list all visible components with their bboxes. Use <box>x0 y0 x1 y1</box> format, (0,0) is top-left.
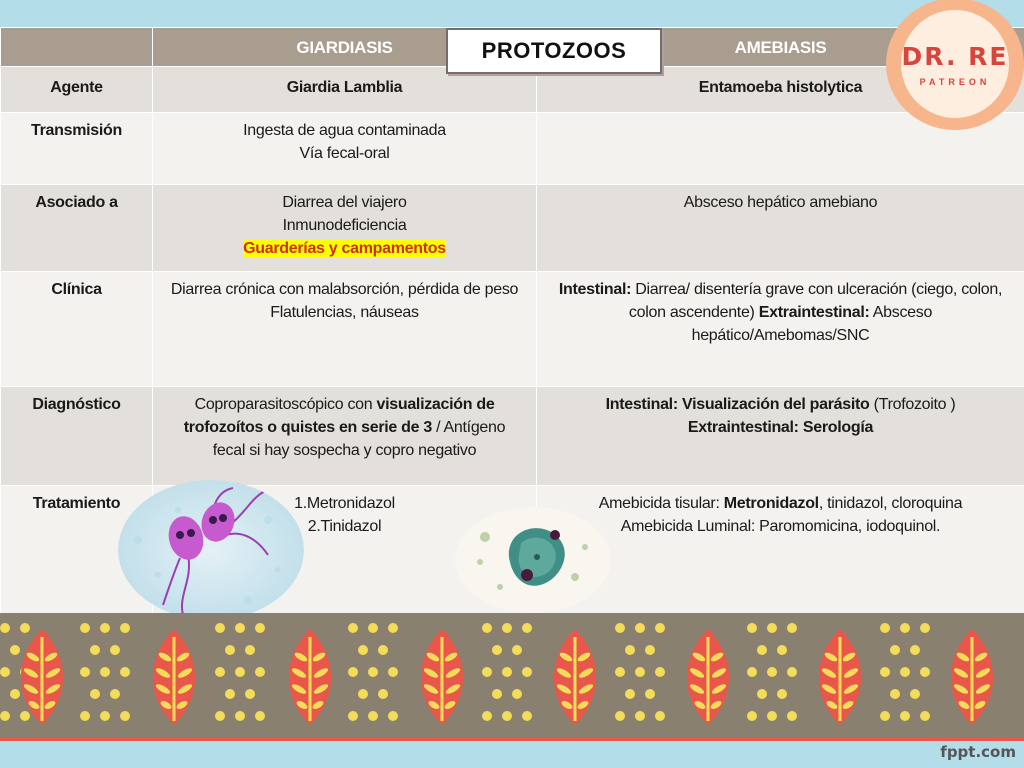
highlighted-text: Guarderías y campamentos <box>243 240 446 257</box>
ameba-tratamiento-line1-post: , tinidazol, cloroquina <box>818 495 963 512</box>
giardia-diagnostico-post: / Antígeno fecal si hay sospecha y copro negativo <box>212 419 506 459</box>
giardia-clinica-line: Diarrea crónica con malabsorción, pérdida de peso <box>170 281 519 298</box>
giardia-diagnostico <box>153 387 537 486</box>
giardia-diagnostico-bold: visualización de trofozoítos o quistes en serie de 3 <box>183 396 495 436</box>
row-diagnostico <box>1 387 1024 486</box>
giardia-asociado-line: Diarrea del viajero <box>282 194 407 211</box>
giardia-tratamiento-first: 1.Metronidazol <box>294 495 395 512</box>
logo-sub: PATREON <box>919 76 991 87</box>
ameba-diagnostico-text1: (Trofozoito ) <box>869 396 956 413</box>
label-tratamiento: Tratamiento <box>1 486 153 614</box>
giardia-transmision-line: Ingesta de agua contaminada <box>243 122 446 139</box>
giardia-clinica <box>153 272 537 387</box>
giardia-tratamiento-second: 2.Tinidazol <box>307 518 382 535</box>
logo-inner-circle <box>901 10 1009 118</box>
slide-title: PROTOZOOS <box>446 28 662 74</box>
giardia-asociado-line <box>161 237 528 260</box>
label-clinica: Clínica <box>1 272 153 387</box>
ameba-agente: Entamoeba histolytica <box>537 67 1024 113</box>
ameba-diagnostico-line <box>545 393 1016 416</box>
giardia-asociado <box>153 185 537 272</box>
column-amebiasis: AMEBIASIS <box>537 28 1024 67</box>
logo-name: DR. RE <box>901 41 1009 71</box>
ameba-clinica-extra-text: Absceso hepático/Amebomas/SNC <box>691 304 933 344</box>
row-transmision <box>1 113 1024 185</box>
ameba-diagnostico <box>537 387 1024 486</box>
giardia-transmision <box>153 113 537 185</box>
column-giardiasis: GIARDIASIS <box>153 28 537 67</box>
row-asociado <box>1 185 1024 272</box>
ameba-asociado: Absceso hepático amebiano <box>537 185 1024 272</box>
label-transmision: Transmisión <box>1 113 153 185</box>
giardia-asociado-line: Inmunodeficiencia <box>282 217 407 234</box>
ameba-tratamiento-line1 <box>545 492 1016 515</box>
label-agente: Agente <box>1 67 153 113</box>
giardia-agente: Giardia Lamblia <box>153 67 537 113</box>
ameba-tratamiento-line1-bold: Metronidazol <box>723 495 819 512</box>
label-asociado: Asociado a <box>1 185 153 272</box>
ameba-clinica-intestinal-label: Intestinal: <box>558 281 632 298</box>
row-clinica <box>1 272 1024 387</box>
label-diagnostico: Diagnóstico <box>1 387 153 486</box>
ameba-tratamiento-line1-pre: Amebicida tisular: <box>598 495 724 512</box>
giardia-diagnostico-pre: Coproparasitoscópico con <box>194 396 377 413</box>
entamoeba-micrograph-image <box>455 507 611 613</box>
giardia-clinica-line: Flatulencias, náuseas <box>270 304 419 321</box>
ameba-clinica-intestinal-text: Diarrea/ disentería grave con ulceración (ciego, colon, colon ascendente) <box>628 281 1003 321</box>
footer-brand[interactable]: fppt.com <box>940 743 1016 761</box>
decorative-band <box>0 613 1024 739</box>
ameba-diagnostico-line <box>545 416 1016 439</box>
giardia-micrograph-image <box>118 480 304 620</box>
ameba-clinica <box>537 272 1024 387</box>
ameba-diagnostico-bold2: Extraintestinal: Serología <box>687 419 874 436</box>
dr-re-logo <box>886 0 1024 130</box>
band-bottom-line <box>0 737 1024 741</box>
ameba-diagnostico-bold1: Intestinal: Visualización del parásito <box>605 396 870 413</box>
header-corner <box>1 28 153 67</box>
ameba-tratamiento-line2: Amebicida Luminal: Paromomicina, iodoquinol. <box>620 518 941 535</box>
ameba-clinica-extra-label: Extraintestinal: <box>758 304 870 321</box>
giardia-transmision-line: Vía fecal-oral <box>299 145 390 162</box>
